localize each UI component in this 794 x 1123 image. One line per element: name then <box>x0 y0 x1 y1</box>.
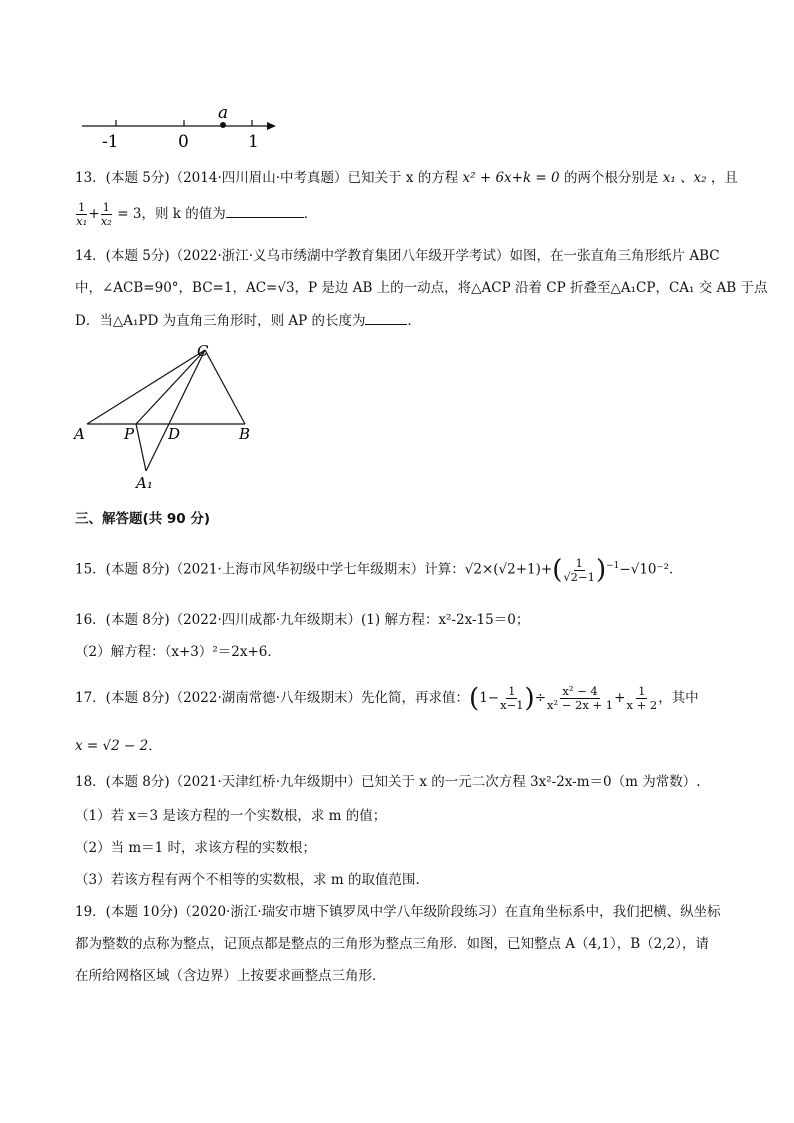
question-17: 17．(本题 8分)（2022·湖南常德·八年级期末）先化简，再求值：(1− $\frac{1}{x-1}$ )÷ $\frac{\text{x² − 4}}{\text{x² − 2x + 1}}$ + $\frac{1}{x + 2}$ ，其中 <box>75 683 699 714</box>
vertex-D-label: D <box>168 425 181 443</box>
question-13-line2: $\frac{1}{\text{x₁}}$ + $\frac{1}{\text{x₂}}$ = 3，则 k 的值为 ． <box>76 200 318 228</box>
q15-frac: $\frac{1}{√2-1}$ <box>563 555 595 584</box>
q14-line2: 中，∠ACB=90°，BC=1，AC=√3，P 是边 AB 上的一动点，将△ACP 沿着 CP 折叠至△A₁CP，CA₁ 交 AB 于点 <box>75 280 768 296</box>
q13-stem-c: ，且 <box>710 170 738 186</box>
section-3-title: 三、解答题(共 90 分) <box>75 511 211 527</box>
point-a-label: a <box>218 103 229 123</box>
tick-label-neg1: -1 <box>102 132 119 152</box>
vertex-A1-label: A₁ <box>136 474 153 492</box>
q13-equation: x² + 6x+k = 0 <box>462 170 560 186</box>
q13-ask: ，则 k 的值为 <box>141 206 226 222</box>
q17-given: x = √2 − 2． <box>75 738 162 754</box>
question-14-line3 <box>75 310 421 331</box>
q17-tail: ，其中 <box>658 690 699 706</box>
q14-end: ． <box>407 313 421 329</box>
q18-stem: 18．(本题 8分)（2021·天津红桥·九年级期中）已知关于 x 的一元二次方程 3x²-2x-m＝0（m 为常数）. <box>75 774 701 790</box>
vertex-A-label: A <box>74 425 85 443</box>
q17-frac2: $\frac{\text{x² − 4}}{\text{x² − 2x + 1}}$ <box>547 684 614 712</box>
q17-stem: 17．(本题 8分)（2022·湖南常德·八年级期末）先化简，再求值： <box>75 690 470 706</box>
q18-part2: （2）当 m＝1 时，求该方程的实数根； <box>75 840 317 856</box>
q15-stem: 15．(本题 8分)（2021·上海市风华初级中学七年级期末）计算： <box>75 561 465 578</box>
q16-part2: （2）解方程：（x+3）²＝2x+6． <box>75 644 281 660</box>
q17-frac3: $\frac{1}{x + 2}$ <box>626 684 658 712</box>
vertex-P-label: P <box>124 425 135 443</box>
q15-expr-a: √2×(√2+1)+ <box>464 561 553 578</box>
tick-label-0: 0 <box>178 132 189 152</box>
question-13 <box>75 168 738 188</box>
triangle-figure <box>70 338 270 496</box>
q13-frac2: $\frac{1}{\text{x₂}}$ <box>100 200 112 228</box>
q19-line2: 都为整数的点称为整点，记顶点都是整点的三角形为整点三角形．如图，已知整点 A（4,1），B（2,2），请 <box>75 936 709 952</box>
tick-label-1: 1 <box>248 132 259 152</box>
vertex-C-label: C <box>197 342 209 360</box>
q19-line3: 在所给网格区域（含边界）上按要求画整点三角形． <box>75 968 386 984</box>
q16-part1: 16．(本题 8分)（2022·四川成都·九年级期末）(1) 解方程：x²-2x-15＝0； <box>75 612 530 628</box>
q14-answer-blank[interactable] <box>365 310 407 325</box>
q13-end: ． <box>303 206 318 222</box>
number-line-figure <box>78 102 288 152</box>
q15-expr-b: −√10⁻² <box>619 561 670 578</box>
q14-line1: 14．(本题 5分)（2022·浙江·义乌市绣湖中学教育集团八年级开学考试）如图，在一张直角三角形纸片 ABC <box>75 248 720 264</box>
q17-frac1: $\frac{1}{x-1}$ <box>500 684 524 712</box>
vertex-B-label: B <box>239 425 251 443</box>
q19-line1: 19．(本题 10分)（2020·浙江·瑞安市塘下镇罗凤中学八年级阶段练习）在直角坐标系中，我们把横、纵坐标 <box>75 904 721 920</box>
q13-roots: x₁ 、x₂ <box>662 170 707 186</box>
q15-end: ． <box>669 561 683 578</box>
q13-frac1: $\frac{1}{\text{x₁}}$ <box>76 200 88 228</box>
q13-stem: 13．(本题 5分)（2014·四川眉山·中考真题）已知关于 x 的方程 <box>75 170 459 186</box>
question-15: 15．(本题 8分)（2021·上海市风华初级中学七年级期末）计算：√2×(√2+1)+( $\frac{1}{√2-1}$ )$^{-1}$−√10⁻²． <box>75 555 683 585</box>
q13-stem-b: 的两个根分别是 <box>563 170 659 186</box>
q13-answer-blank[interactable] <box>226 203 304 218</box>
q18-part3: （3）若该方程有两个不相等的实数根，求 m 的取值范围. <box>75 872 420 888</box>
q13-condition: = 3 <box>112 206 142 222</box>
q14-line3: D．当△A₁PD 为直角三角形时，则 AP 的长度为 <box>75 313 366 329</box>
q18-part1: （1）若 x＝3 是该方程的一个实数根，求 m 的值； <box>75 808 387 824</box>
